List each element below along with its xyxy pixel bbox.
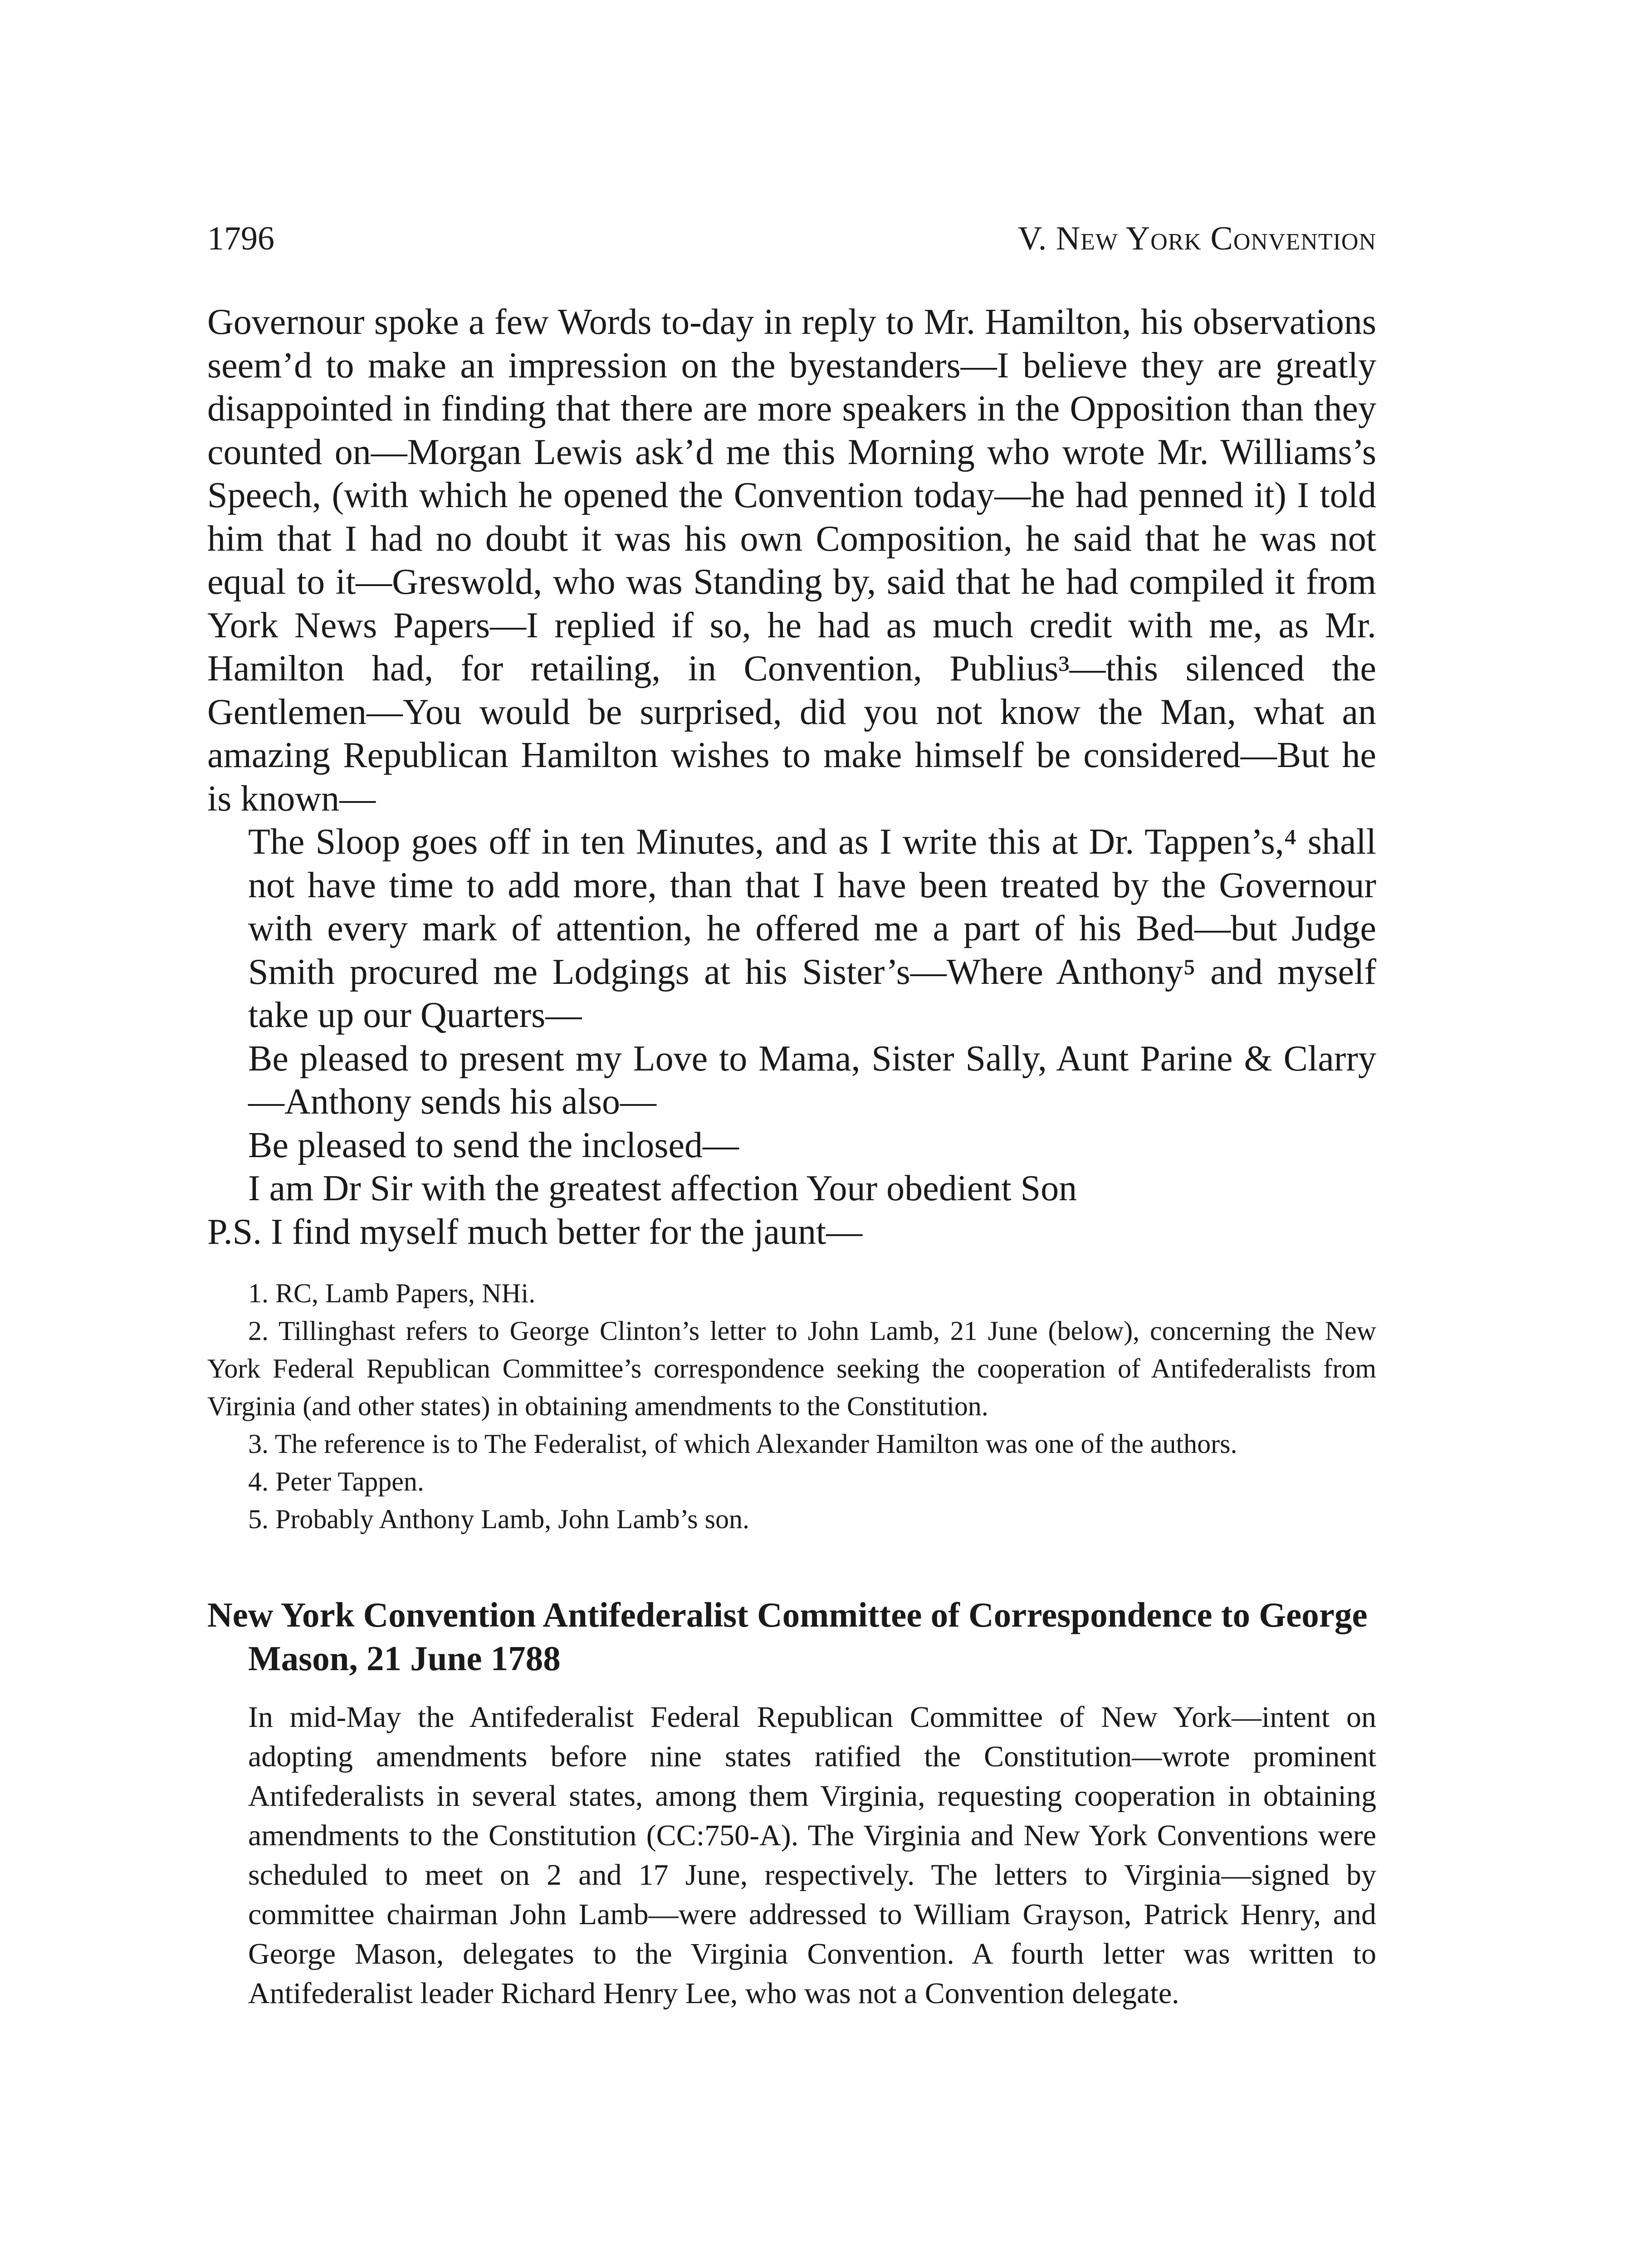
footnote-1: 1. RC, Lamb Papers, NHi. [248, 1278, 536, 1308]
footnotes [207, 1275, 1376, 1538]
page-header [207, 222, 1376, 255]
letter-paragraph-2: The Sloop goes off in ten Minutes, and as I write this at Dr. Tappen’s,⁴ shall not have time to add more, than that I have been treated by the Governour with every mark of attention, he offered me a part of his Bed—but Judge Smith procured me Lodgings at his Sister’s—Where Anthony⁵ and myself take up our Quarters— [248, 822, 1376, 1035]
letter-closing: I am Dr Sir with the greatest affection Your obedient Son [248, 1168, 1077, 1208]
letter-paragraph-4: Be pleased to send the inclosed— [248, 1125, 739, 1165]
letter-body [207, 301, 1376, 1254]
running-head: V. New York Convention [1017, 220, 1376, 257]
footnote-3: 3. The reference is to The Federalist, of which Alexander Hamilton was one of the authors. [248, 1429, 1237, 1459]
footnote-4: 4. Peter Tappen. [248, 1466, 424, 1496]
letter-postscript: P.S. I find myself much better for the jaunt— [207, 1212, 863, 1252]
letter-paragraph-3: Be pleased to present my Love to Mama, Sister Sally, Aunt Parine & Clarry—Anthony sends his also— [248, 1038, 1376, 1122]
page-content [207, 301, 1376, 2013]
footnote-2: 2. Tillinghast refers to George Clinton’s letter to John Lamb, 21 June (below), concerning the New York Federal Republican Committee’s correspondence seeking the cooperation of Antifederalists from Virginia (and other states) in obtaining amendments to the Constitution. [207, 1316, 1376, 1421]
section-heading: New York Convention Antifederalist Committee of Correspondence to George Mason, 21 June 1788 [207, 1595, 1368, 1678]
letter-paragraph-1: Governour spoke a few Words to-day in reply to Mr. Hamilton, his observations seem’d to make an impression on the byestanders—I believe they are greatly disappointed in finding that there are more speakers in the Opposition than they counted on—Morgan Lewis ask’d me this Morning who wrote Mr. Williams’s Speech, (with which he opened the Convention today—he had penned it) I told him that I had no doubt it was his own Composition, he said that he was not equal to it—Greswold, who was Standing by, said that he had compiled it from York News Papers—I replied if so, he had as much credit with me, as Mr. Hamilton had, for retailing, in Convention, Publius³—this silenced the Gentlemen—You would be surprised, did you not know the Man, what an amazing Republican Hamilton wishes to make himself be considered—But he is known— [207, 302, 1376, 819]
footnote-5: 5. Probably Anthony Lamb, John Lamb’s son. [248, 1504, 749, 1534]
section-headnote: In mid-May the Antifederalist Federal Republican Committee of New York—intent on adopting amendments before nine states ratified the Constitution—wrote prominent Antifederalists in several states, among them Virginia, requesting cooperation in obtaining amendments to the Constitution (CC:750-A). The Virginia and New York Conventions were scheduled to meet on 2 and 17 June, respectively. The letters to Virginia—signed by committee chairman John Lamb—were addressed to William Grayson, Patrick Henry, and George Mason, delegates to the Virginia Convention. A fourth letter was written to Antifederalist leader Richard Henry Lee, who was not a Convention delegate. [248, 1701, 1376, 2010]
page-number: 1796 [207, 220, 274, 257]
